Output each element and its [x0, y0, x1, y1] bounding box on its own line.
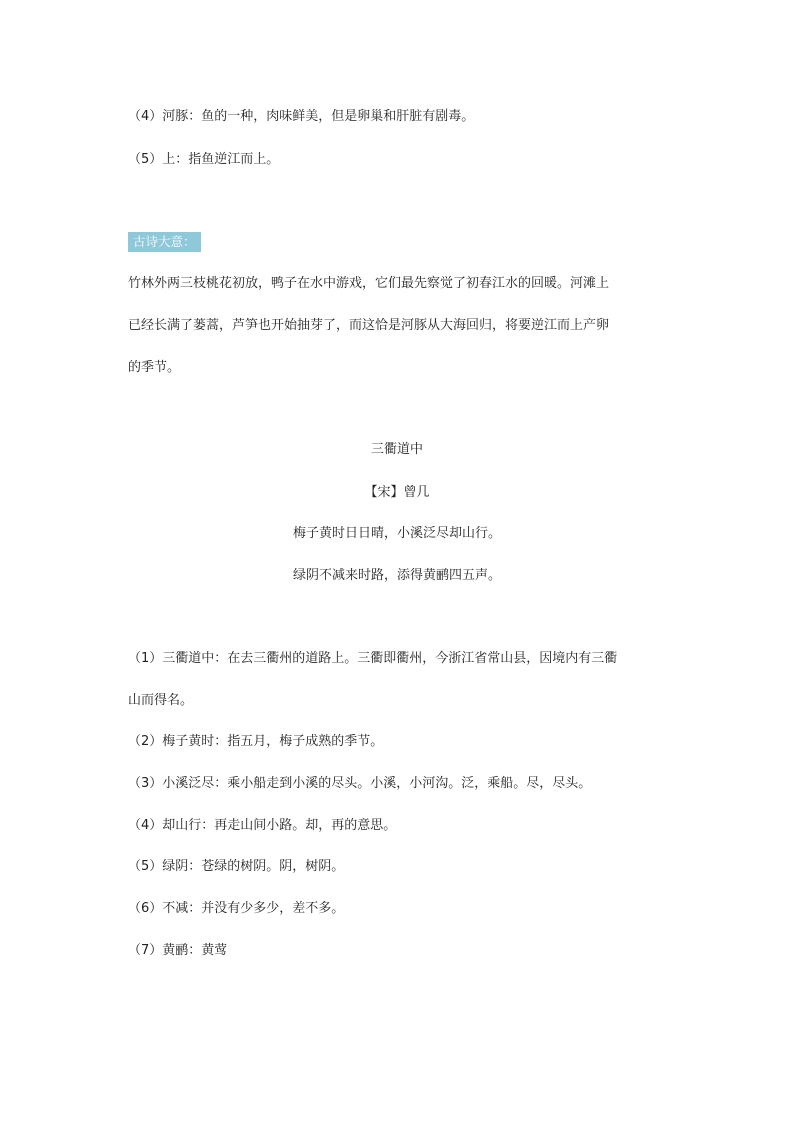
section-label-meaning: 古诗大意： — [128, 232, 201, 252]
meaning-line: 竹林外两三枝桃花初放，鸭子在水中游戏，它们最先察觉了初春江水的回暖。河滩上 — [128, 276, 610, 291]
annotation-line: （5）绿阴：苍绿的树阴。阴，树阴。 — [128, 859, 345, 874]
meaning-line: 已经长满了蒌蒿，芦笋也开始抽芽了，而这恰是河豚从大海回归，将要逆江而上产卵 — [128, 318, 610, 333]
annotation-line: （4）却山行：再走山间小路。却，再的意思。 — [128, 818, 397, 833]
poem-line: 梅子黄时日日晴，小溪泛尽却山行。 — [292, 526, 501, 541]
meaning-line: 的季节。 — [128, 360, 181, 375]
annotation-line: （1）三衢道中：在去三衢州的道路上。三衢即衢州，今浙江省常山县，因境内有三衢 — [128, 651, 618, 666]
annotation-line: （3）小溪泛尽：乘小船走到小溪的尽头。小溪，小河沟。泛，乘船。尽，尽头。 — [128, 776, 592, 791]
annotation-line: （7）黄鹂：黄莺 — [128, 943, 228, 958]
annotation-line: （2）梅子黄时：指五月，梅子成熟的季节。 — [128, 734, 384, 749]
poem-author: 【宋】曾几 — [364, 485, 430, 500]
note-line: （4）河豚：鱼的一种，肉味鲜美，但是卵巢和肝脏有剧毒。 — [128, 109, 475, 124]
annotation-line: 山而得名。 — [128, 693, 194, 708]
note-line: （5）上：指鱼逆江而上。 — [128, 152, 280, 167]
poem-line: 绿阴不减来时路，添得黄鹂四五声。 — [292, 568, 501, 583]
annotation-line: （6）不减：并没有少多少，差不多。 — [128, 901, 345, 916]
poem-title: 三衢道中 — [370, 442, 423, 457]
